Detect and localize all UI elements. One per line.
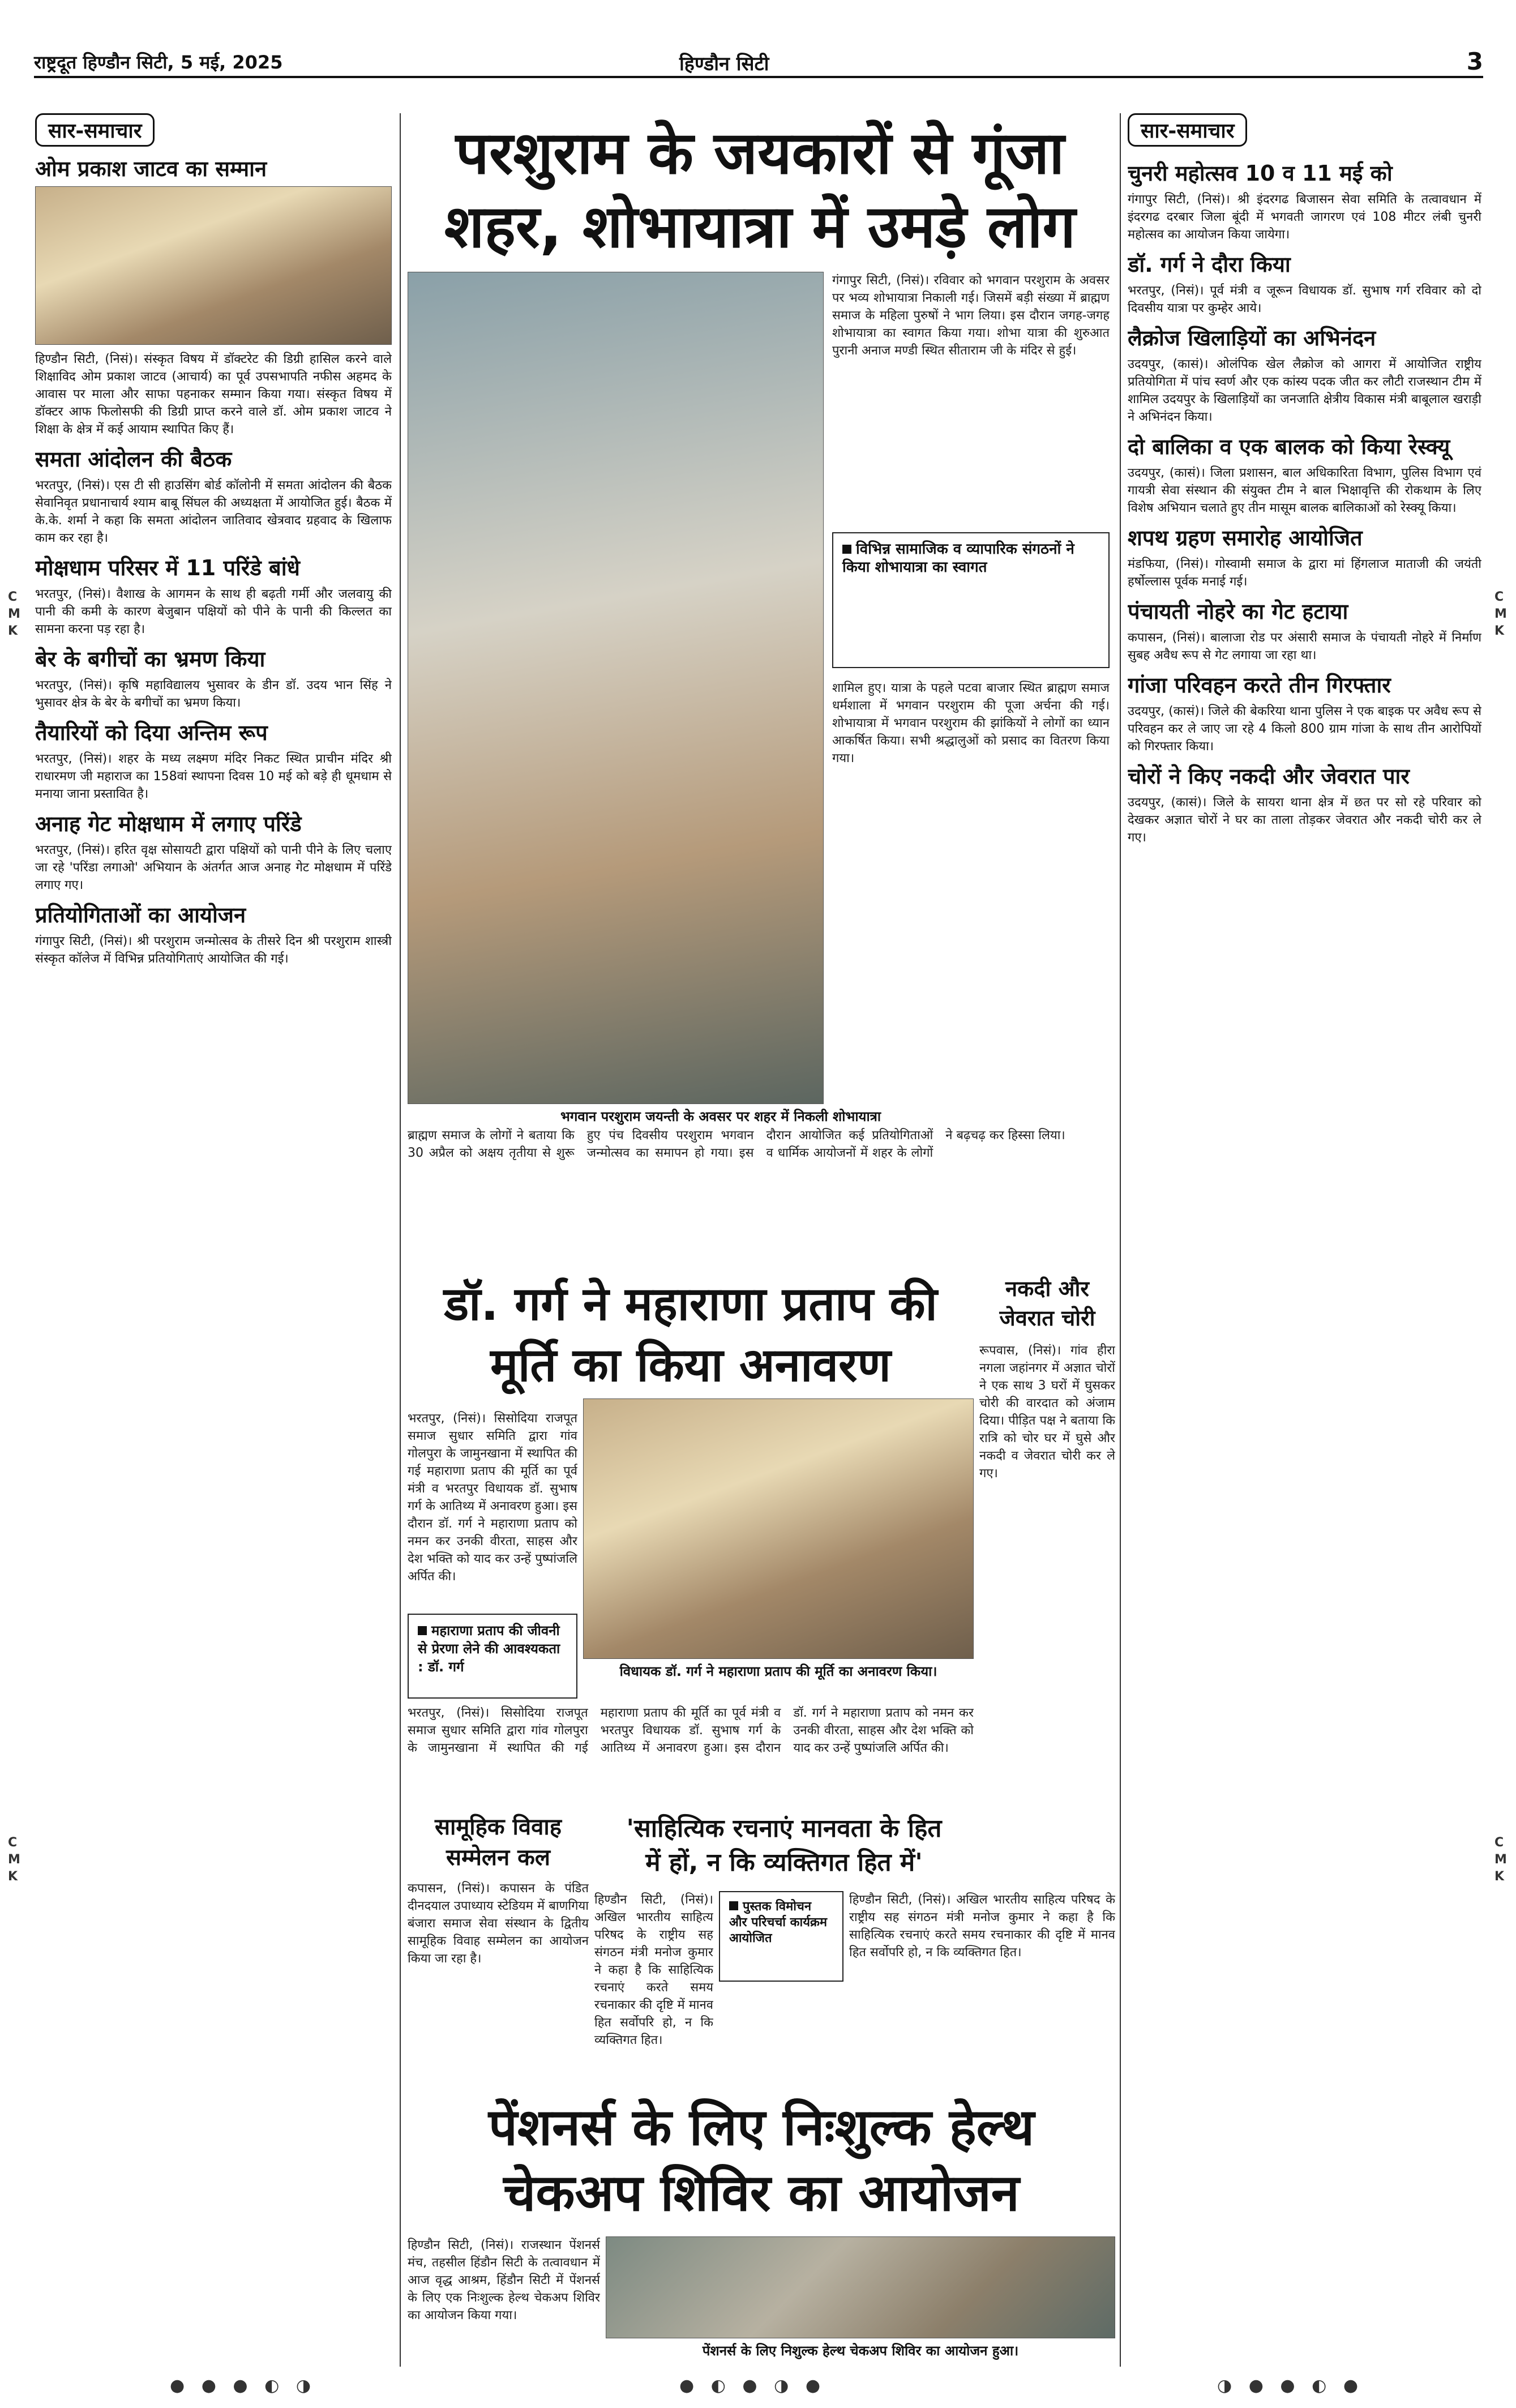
brief-text: उदयपुर, (कासं)। जिला प्रशासन, बाल अधिकारिता विभाग, पुलिस विभाग एवं गायत्री सेवा संस्थान की संयुक्त टीम ने बाल भिक्षावृत्ति की रोकथाम के लिए विशेष अभियान चलाते हुए तीन मासूम बालक बालिकाओं को रेस्क्यू किया।: [1128, 466, 1481, 515]
lead-story-text: गंगापुर सिटी, (निसं)। रविवार को भगवान परशुराम के अवसर पर भव्य शोभायात्रा निकाली गई। जिसमें बड़ी संख्या में ब्राह्मण समाज के महिला पुरुषों ने भाग लिया। इस दौरान जगह-जगह शोभायात्रा का स्वागत किया गया। शोभा यात्रा की शुरुआत पुरानी अनाज मण्डी स्थित सीताराम जी के मंदिर से हुई।: [832, 273, 1110, 358]
health-story-column: [408, 2236, 600, 2361]
masthead: [34, 50, 1483, 78]
literary-headline: 'साहित्यिक रचनाएं मानवता के हित में हों, न कि व्यक्तिगत हित में': [626, 1814, 942, 1877]
brief-text: भरतपुर, (निसं)। कृषि महाविद्यालय भुसावर के डीन डॉ. उदय भान सिंह ने भुसावर क्षेत्र के बेर के बगीचों का भ्रमण किया।: [35, 678, 392, 710]
literary-kicker: पुस्तक विमोचन और परिचर्चा कार्यक्रम आयोजित: [719, 1891, 843, 1982]
brief-heading: पंचायती नोहरे का गेट हटाया: [1128, 599, 1348, 624]
brief-heading: ओम प्रकाश जाटव का सम्मान: [35, 156, 267, 181]
literary-story-column: [594, 1891, 713, 2084]
brief-heading: बेर के बगीचों का भ्रमण किया: [35, 647, 265, 671]
brief-text: उदयपुर, (कासं)। जिले के सायरा थाना क्षेत्र में छत पर सो रहे परिवार को देखकर अज्ञात चोरों ने घर का ताला तोड़कर जेवरात और नकदी चोरी कर ले गए।: [1128, 795, 1481, 845]
brief-text: उदयपुर, (कासं)। जिले की बेकरिया थाना पुलिस ने एक बाइक पर अवैध रूप से परिवहन कर ले जाए जा रहे 4 किलो 800 ग्राम गांजा के साथ तीन आरोपियों को गिरफ्तार किया।: [1128, 704, 1481, 754]
second-story-continuation: [408, 1704, 974, 1806]
brief-text: उदयपुर, (कासं)। ओलंपिक खेल लैक्रोज को आगरा में आयोजित राष्ट्रीय प्रतियोगिता में पांच स्वर्ण और एक कांस्य पदक जीत कर लौटी राजस्थान टीम में शामिल उदयपुर के खिलाड़ियों का जनजाति क्षेत्रीय विकास मंत्री बाबूलाल खराड़ी ने अभिनंदन किया।: [1128, 357, 1481, 424]
brief-heading: अनाह गेट मोक्षधाम में लगाए परिंडे: [35, 811, 302, 836]
column-divider: [1120, 113, 1121, 2367]
crime-story-text: रूपवास, (निसं)। गांव हीरा नगला जहांनगर में अज्ञात चोरों ने एक साथ 3 घरों में घुसकर चोरी की वारदात को अंजाम दिया। पीड़ित पक्ष ने बताया कि रात्रि को चोर घर में घुसे और नकदी व जेवरात चोरी कर ले गए।: [979, 1344, 1115, 1481]
procession-photo: [408, 272, 824, 1104]
footer-registration-dots: ◑ ● ● ◐ ●: [1217, 2376, 1364, 2396]
brief-text: भरतपुर, (निसं)। पूर्व मंत्री व जूरून विधायक डॉ. सुभाष गर्ग रविवार को दो दिवसीय यात्रा पर कुम्हेर आये।: [1128, 284, 1481, 315]
registration-marks-left-bottom: C M K: [8, 1836, 20, 1884]
lead-story-column: [832, 679, 1110, 1098]
literary-story-text: हिण्डौन सिटी, (निसं)। अखिल भारतीय साहित्य परिषद के राष्ट्रीय सह संगठन मंत्री मनोज कुमार ने कहा है कि साहित्यिक रचनाएं करते समय रचनाकार की दृष्टि में मानव हित सर्वोपरि हो, न कि व्यक्तिगत हित।: [849, 1893, 1115, 1960]
brief-heading: चोरों ने किए नकदी और जेवरात पार: [1128, 764, 1410, 789]
brief-text: भरतपुर, (निसं)। एस टी सी हाउसिंग बोर्ड कॉलोनी में समता आंदोलन की बैठक सेवानिवृत प्रधानाचार्य श्याम बाबू सिंघल की अध्यक्षता में आयोजित हुई। बैठक में के.के. शर्मा ने कहा कि समता आंदोलन जातिवाद खेत्रवाद ग्रहवाद के खिलाफ काम कर रहा है।: [35, 478, 392, 545]
masthead-section: हिण्डौन सिटी: [679, 53, 769, 75]
brief-text: मंडफिया, (निसं)। गोस्वामी समाज के द्वारा मां हिंगलाज माताजी की जयंती हर्षोल्लास पूर्वक मनाई गई।: [1128, 557, 1481, 589]
brief-text: भरतपुर, (निसं)। हरित वृक्ष सोसायटी द्वारा पक्षियों को पानी पीने के लिए चलाए जा रहे 'परिंडा लगाओ' अभियान के अंतर्गत आज अनाह गेट मोक्षधाम में परिंडे लगाए गए।: [35, 843, 392, 892]
brief-heading: लैक्रोज खिलाड़ियों का अभिनंदन: [1128, 326, 1376, 350]
brief-heading: डॉ. गर्ग ने दौरा किया: [1128, 252, 1291, 277]
second-story-text: भरतपुर, (निसं)। सिसोदिया राजपूत समाज सुधार समिति द्वारा गांव गोलपुरा के जामुनखाना में स्थापित की गई महाराणा प्रताप की मूर्ति का पूर्व मंत्री व भरतपुर विधायक डॉ. सुभाष गर्ग के आतिथ्य में अनावरण हुआ। इस दौरान डॉ. गर्ग ने महाराणा प्रताप को नमन कर उनकी वीरता, साहस और देश भक्ति को याद कर उन्हें पुष्पांजलि अर्पित की।: [408, 1412, 577, 1584]
lead-story-text: ब्राह्मण समाज के लोगों ने बताया कि 30 अप्रैल को अक्षय तृतीया से शुरू हुए पंच दिवसीय परशुराम भगवान जन्मोत्सव का समापन हो गया। इस दौरान आयोजित कई प्रतियोगिताओं व धार्मिक आयोजनों में शहर के लोगों ने बढ़चढ़ कर हिस्सा लिया।: [408, 1128, 1065, 1160]
page-number: 3: [1466, 48, 1483, 75]
literary-story-text: हिण्डौन सिटी, (निसं)। अखिल भारतीय साहित्य परिषद के राष्ट्रीय सह संगठन मंत्री मनोज कुमार ने कहा है कि साहित्यिक रचनाएं करते समय रचनाकार की दृष्टि में मानव हित सर्वोपरि हो, न कि व्यक्तिगत हित।: [594, 1893, 713, 2047]
lead-headline: परशुराम के जयकारों से गूंजा शहर, शोभायात्रा में उमड़े लोग: [444, 118, 1076, 261]
brief-heading: प्रतियोगिताओं का आयोजन: [35, 903, 246, 927]
felicitation-photo: [35, 186, 392, 345]
lead-story-text: शामिल हुए। यात्रा के पहले पटवा बाजार स्थित ब्राह्मण समाज धर्मशाला में भगवान परशुराम की पूजा अर्चना की गई। शोभायात्रा में भगवान परशुराम की झांकियों ने लोगों का ध्यान आकर्षित किया। सभी श्रद्धालुओं को प्रसाद का वितरण किया गया।: [832, 681, 1110, 765]
brief-heading: तैयारियों को दिया अन्तिम रूप: [35, 720, 268, 745]
lead-story-kicker: विभिन्न सामाजिक व व्यापारिक संगठनों ने किया शोभायात्रा का स्वागत: [832, 532, 1110, 668]
registration-marks-right-bottom: C M K: [1494, 1836, 1507, 1884]
brief-heading: दो बालिका व एक बालक को किया रेस्क्यू: [1128, 434, 1450, 459]
statue-photo-caption: विधायक डॉ. गर्ग ने महाराणा प्रताप की मूर्ति का अनावरण किया।: [619, 1663, 937, 1679]
marriage-story-column: [408, 1880, 589, 2084]
brief-text: हिण्डौन सिटी, (निसं)। संस्कृत विषय में डॉक्टरेट की डिग्री हासिल करने वाले शिक्षाविद ओम प्रकाश जाटव (आचार्य) का पूर्व उपसभापति नफीस अहमद के आवास पर माला और साफा पहनाकर सम्मान किया गया। संस्कृत विषय में डॉक्टर आफ फिलोसफी की डिग्री प्राप्त करने वाले डॉ. ओम प्रकाश जाटव ने शिक्षा के क्षेत्र में कई आयाम स्थापित किए हैं।: [35, 352, 392, 437]
registration-marks-left-top: C M K: [8, 590, 20, 638]
footer-registration-dots: ● ◐ ● ◑ ●: [679, 2376, 826, 2396]
left-section-tag: सार-समाचार: [35, 113, 155, 147]
brief-heading: चुनरी महोत्सव 10 व 11 मई को: [1128, 161, 1393, 186]
right-section-tag: सार-समाचार: [1128, 113, 1247, 147]
health-photo-caption: पेंशनर्स के लिए निशुल्क हेल्थ चेकअप शिविर का आयोजन हुआ।: [702, 2343, 1019, 2359]
second-headline: डॉ. गर्ग ने महाराणा प्रताप की मूर्ति का किया अनावरण: [444, 1277, 937, 1392]
brief-text: भरतपुर, (निसं)। शहर के मध्य लक्ष्मण मंदिर निकट स्थित प्राचीन मंदिर श्री राधारमण जी महाराज का 158वां स्थापना दिवस 10 मई को बड़े ही धूमधाम से मनाया जाना प्रस्तावित है।: [35, 752, 392, 801]
lead-story-continuation: [408, 1127, 1112, 1257]
brief-heading: शपथ ग्रहण समारोह आयोजित: [1128, 525, 1363, 550]
column-divider: [400, 113, 401, 2367]
statue-unveiling-photo: [583, 1398, 974, 1659]
second-story-text: भरतपुर, (निसं)। सिसोदिया राजपूत समाज सुधार समिति द्वारा गांव गोलपुरा के जामुनखाना में स्थापित की गई महाराणा प्रताप की मूर्ति का पूर्व मंत्री व भरतपुर विधायक डॉ. सुभाष गर्ग के आतिथ्य में अनावरण हुआ। इस दौरान डॉ. गर्ग ने महाराणा प्रताप को नमन कर उनकी वीरता, साहस और देश भक्ति को याद कर उन्हें पुष्पांजलि अर्पित की।: [408, 1706, 974, 1755]
brief-text: गंगापुर सिटी, (निसं)। श्री परशुराम जन्मोत्सव के तीसरे दिन श्री परशुराम शास्त्री संस्कृत कॉलेज में विभिन्न प्रतियोगिताएं आयोजित की गई।: [35, 934, 392, 966]
procession-photo-caption: भगवान परशुराम जयन्ती के अवसर पर शहर में निकली शोभायात्रा: [560, 1109, 881, 1124]
brief-heading: मोक्षधाम परिसर में 11 परिंडे बांधे: [35, 555, 300, 580]
left-news-column: [35, 113, 392, 2367]
health-camp-photo: [606, 2236, 1115, 2338]
health-story-text: हिण्डौन सिटी, (निसं)। राजस्थान पेंशनर्स मंच, तहसील हिंडौन सिटी के तत्वावधान में आज वृद्ध आश्रम, हिंडौन सिटी में पेंशनर्स के लिए एक निःशुल्क हेल्थ चेकअप शिविर का आयोजन किया गया।: [408, 2238, 600, 2323]
brief-heading: गांजा परिवहन करते तीन गिरफ्तार: [1128, 673, 1391, 698]
literary-story-column: [849, 1891, 1115, 2084]
masthead-date: राष्ट्रदूत हिण्डौन सिटी, 5 मई, 2025: [34, 52, 283, 73]
footer-registration-dots: ● ● ● ◐ ◑: [170, 2376, 317, 2396]
marriage-story-text: कपासन, (निसं)। कपासन के पंडित दीनदयाल उपाध्याय स्टेडियम में बाणगिया बंजारा समाज सेवा संस्थान के द्वितीय सामूहिक विवाह सम्मेलन का आयोजन किया जा रहा है।: [408, 1881, 589, 1966]
brief-text: कपासन, (निसं)। बालाजा रोड पर अंसारी समाज के पंचायती नोहरे में निर्माण सुबह अवैध रूप से गेट लगाया जा रहा था।: [1128, 631, 1481, 662]
registration-marks-right-top: C M K: [1494, 590, 1507, 638]
marriage-headline: सामूहिक विवाह सम्मेलन कल: [434, 1814, 562, 1871]
crime-headline: नकदी और जेवरात चोरी: [999, 1276, 1095, 1331]
second-story-kicker: महाराणा प्रताप की जीवनी से प्रेरणा लेने की आवश्यकता : डॉ. गर्ग: [408, 1614, 577, 1699]
second-story-column: [408, 1410, 577, 1608]
right-news-column: [1128, 113, 1481, 2367]
brief-text: भरतपुर, (निसं)। वैशाख के आगमन के साथ ही बढ़ती गर्मी और जलवायु की पानी की कमी के कारण बेजुबान पक्षियों को पीने के पानी की किल्लत का सामना करना पड़ रहा है।: [35, 587, 392, 636]
lead-story-column: [832, 272, 1110, 521]
brief-heading: समता आंदोलन की बैठक: [35, 447, 232, 472]
brief-text: गंगापुर सिटी, (निसं)। श्री इंदरगढ बिजासन सेवा समिति के तत्वावधान में इंदरगढ दरबार जिला बूंदी में भगवती जागरण एवं 108 मीटर लंबी चुनरी महोत्सव का आयोजन किया जायेगा।: [1128, 193, 1481, 242]
health-headline: पेंशनर्स के लिए निःशुल्क हेल्थ चेकअप शिविर का आयोजन: [488, 2098, 1035, 2223]
